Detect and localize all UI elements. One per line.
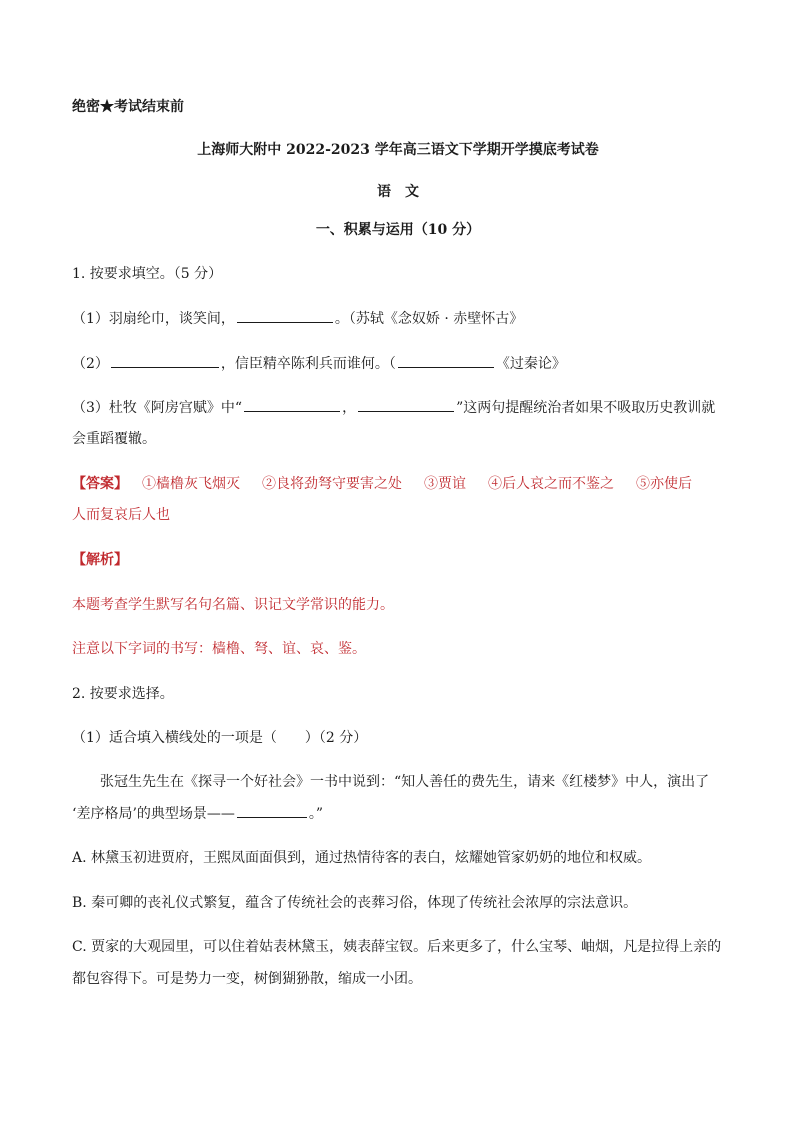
fill-blank [244, 397, 340, 412]
option-b: B. 秦可卿的丧礼仪式繁复，蕴含了传统社会的丧葬习俗，体现了传统社会浓厚的宗法意识。 [72, 895, 638, 911]
question-1-part-3-continued: 会重蹈覆辙。 [72, 431, 156, 447]
passage-line-2-suffix: 。” [308, 806, 324, 822]
answer-item: ①樯橹灰飞烟灭 [142, 476, 240, 492]
part-3-comma: ， [342, 400, 357, 416]
option-a: A. 林黛玉初进贾府，王熙凤面面俱到，通过热情待客的表白，炫耀她管家奶奶的地位和权威。 [72, 850, 652, 866]
passage-line-2-prefix: ‘差序格局’的典型场景—— [72, 806, 235, 822]
analysis-text-1: 本题考查学生默写名句名篇、识记文学常识的能力。 [72, 597, 394, 613]
analysis-text-2: 注意以下字词的书写：樯橹、弩、谊、哀、鉴。 [72, 641, 366, 657]
part-2-suffix: 《过秦论》 [495, 356, 566, 372]
fill-blank [358, 397, 454, 412]
section-title: 一、积累与运用（10 分） [315, 222, 481, 238]
secret-mark: 绝密★考试结束前 [72, 99, 184, 115]
passage-line-2 [72, 803, 724, 824]
subject-title: 语 文 [377, 184, 419, 200]
fill-blank [398, 353, 494, 368]
answer-item: ④后人哀之而不鉴之 [488, 476, 614, 492]
answer-line [72, 474, 724, 494]
option-c-line-2: 都包容得下。可是势力一变，树倒猢狲散，缩成一小团。 [72, 971, 422, 987]
part-2-prefix: （2） [72, 356, 109, 372]
question-2-sub-1: （1）适合填入横线处的一项是（ ）（2 分） [72, 730, 368, 746]
question-1-part-2 [72, 353, 724, 374]
answer-continued: 人而复哀后人也 [72, 507, 170, 523]
part-1-prefix: （1）羽扇纶巾，谈笑间， [72, 311, 235, 327]
question-2-stem: 2. 按要求选择。 [72, 686, 174, 702]
exam-title: 上海师大附中 2022-2023 学年高三语文下学期开学摸底考试卷 [197, 142, 599, 158]
fill-blank [111, 353, 219, 368]
part-3-prefix: （3）杜牧《阿房宫赋》中“ [72, 400, 243, 416]
question-1-stem: 1. 按要求填空。（5 分） [72, 266, 223, 282]
passage-line-1: 张冠生先生在《探寻一个好社会》一书中说到：“知人善任的费先生，请来《红楼梦》中人，演出了 [100, 774, 710, 790]
answer-label: 【答案】 [72, 476, 128, 492]
part-2-middle: ，信臣精卒陈利兵而谁何。（ [220, 356, 396, 372]
answer-item: ②良将劲弩守要害之处 [262, 476, 402, 492]
analysis-label: 【解析】 [72, 552, 128, 568]
answer-item: ③贾谊 [424, 476, 466, 492]
option-c-line-1: C. 贾家的大观园里，可以住着姑表林黛玉，姨表薛宝钗。后来更多了，什么宝琴、岫烟，凡是拉得上亲的 [72, 939, 722, 955]
question-1-part-3 [72, 397, 724, 418]
fill-blank [237, 803, 307, 818]
part-3-suffix: ”这两句提醒统治者如果不吸取历史教训就 [456, 400, 716, 416]
fill-blank [237, 308, 333, 323]
answer-item: ⑤亦使后 [636, 476, 692, 492]
question-1-part-1 [72, 308, 724, 329]
part-1-suffix: 。（苏轼《念奴娇 · 赤壁怀古》 [334, 311, 524, 327]
